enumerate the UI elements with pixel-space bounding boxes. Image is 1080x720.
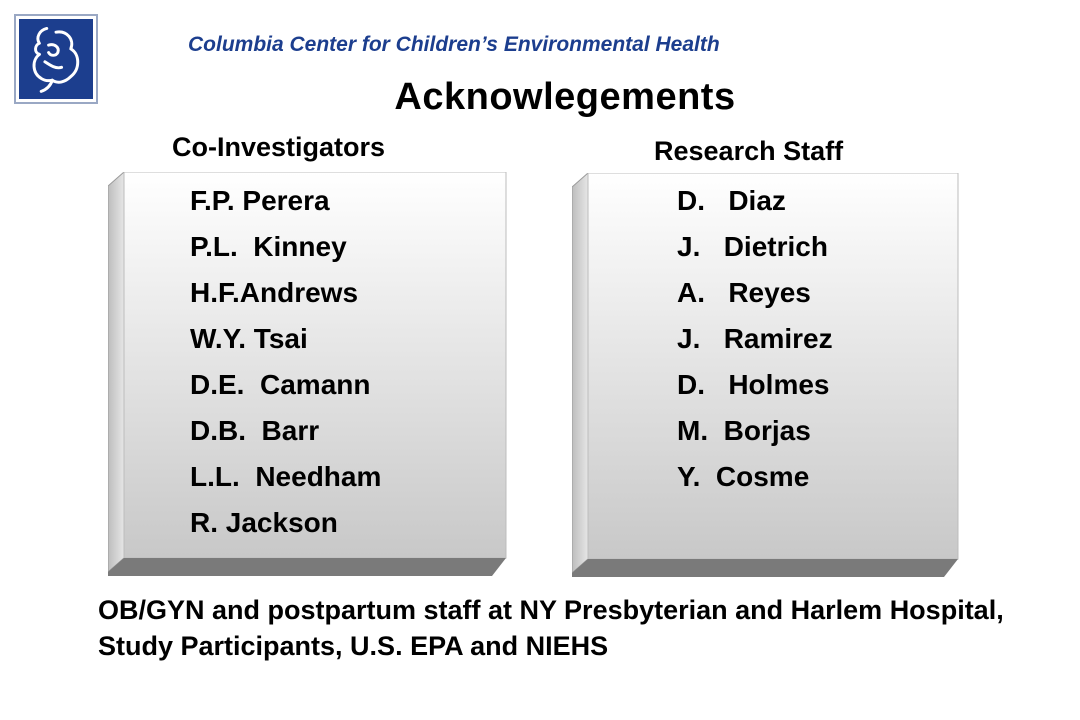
co-investigator-name: D.B. Barr: [190, 415, 320, 446]
research-staff-name: Y. Cosme: [677, 461, 810, 492]
research-staff-name: D. Diaz: [677, 185, 786, 216]
research-staff-name: J. Ramirez: [677, 323, 833, 354]
page-title: Acknowlegements: [394, 76, 736, 118]
logo-background: [19, 19, 93, 99]
co-investigator-name: D.E. Camann: [190, 369, 371, 400]
research-staff-name: M. Borjas: [677, 415, 811, 446]
co-investigator-name: L.L. Needham: [190, 461, 382, 492]
co-investigator-name: P.L. Kinney: [190, 231, 347, 262]
additional-acknowledgements: OB/GYN and postpartum staff at NY Presbyterian and Harlem Hospital, Study Participants, U.S. EPA and NIEHS: [98, 595, 1004, 661]
organization-name: Columbia Center for Children’s Environmental Health: [188, 33, 720, 56]
co-investigator-name: H.F.Andrews: [190, 277, 359, 308]
center-logo: [14, 14, 98, 104]
co-investigator-name: W.Y. Tsai: [190, 323, 308, 354]
research-staff-name: A. Reyes: [677, 277, 811, 308]
co-investigators-heading: Co-Investigators: [172, 132, 386, 162]
co-investigator-name: R. Jackson: [190, 507, 338, 538]
co-investigators-list: [190, 178, 381, 546]
co-investigator-name: F.P. Perera: [190, 185, 330, 216]
research-staff-list: [677, 178, 833, 500]
research-staff-heading: Research Staff: [654, 136, 844, 166]
research-staff-name: J. Dietrich: [677, 231, 828, 262]
research-staff-name: D. Holmes: [677, 369, 830, 400]
mother-child-icon: [19, 19, 93, 99]
